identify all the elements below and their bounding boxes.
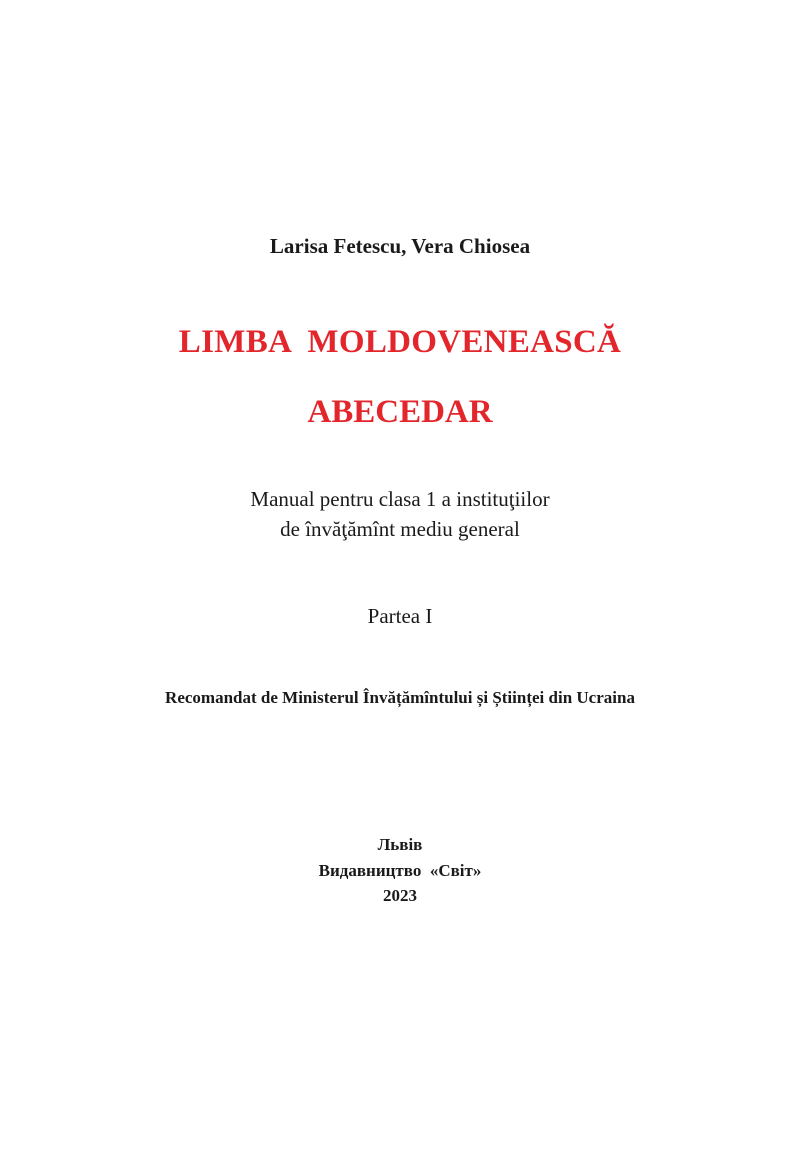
imprint-publisher: Видавництво «Світ» (318, 861, 482, 880)
book-title: LIMBA MOLDOVENEASCĂ (178, 324, 622, 360)
part-label: Partea I (367, 604, 433, 628)
description-line-2: de învăţămînt mediu general (280, 517, 520, 541)
recommendation: Recomandat de Ministerul Învățămîntului și Științei din Ucraina (165, 688, 635, 707)
imprint-city: Львів (377, 835, 423, 854)
authors: Larisa Fetescu, Vera Chiosea (269, 234, 531, 258)
book-subtitle: ABECEDAR (307, 394, 493, 430)
description-line-1: Manual pentru clasa 1 a instituţiilor (250, 487, 550, 511)
imprint-year: 2023 (383, 886, 417, 905)
